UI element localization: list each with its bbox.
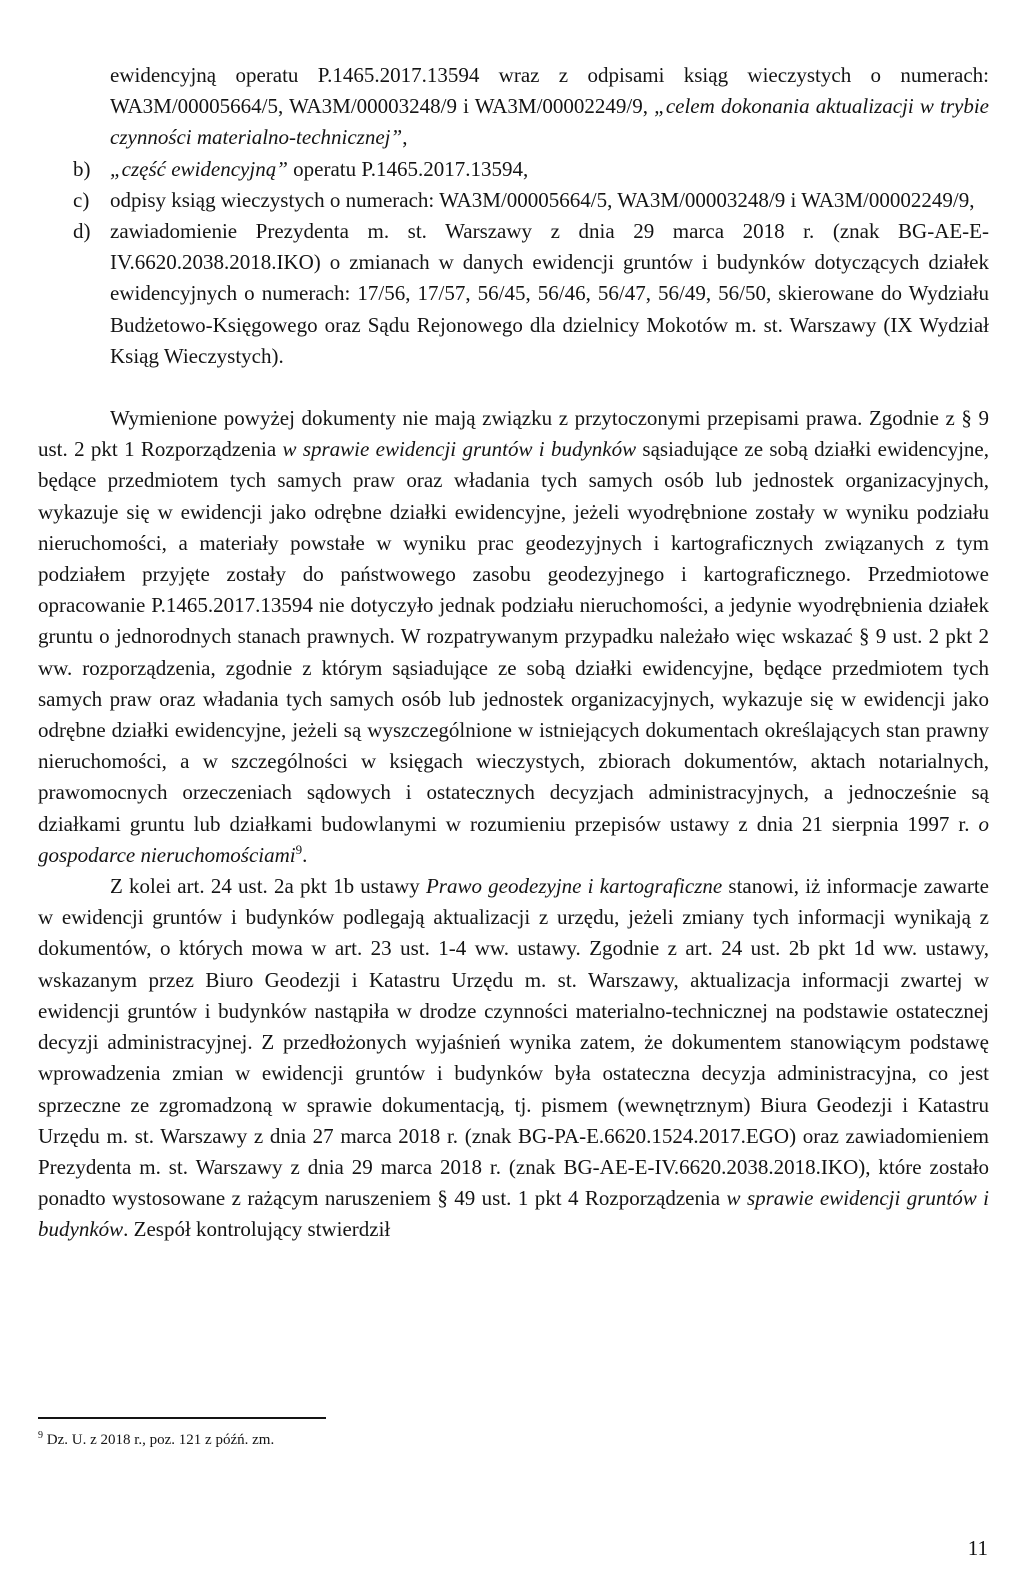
text-segment: stanowi, iż informacje zawarte w ewidencji gruntów i budynków podlegają aktualizacji z urzędu, jeżeli zmiany tych informacji wynikają z dokumentów, o których mowa w art. 23 ust. 1-4 ww. ustawy. Zgodnie z art. 24 ust. 2b pkt 1d ww. ustawy, wskazanym przez Biuro Geodezji i Katastru Urzędu m. st. Warszawy, aktualizacja informacji zwartej w ewidencji gruntów i budynków nastąpiła w drodze czynności materialno-technicznej na podstawie ostatecznej decyzji administracyjnej. Z przedłożonych wyjaśnień wynika zatem, że dokumentem stanowiącym podstawę wprowadzenia zmian w ewidencji gruntów i budynków była ostateczna decyzja administracyjna, co jest sprzeczne ze zgromadzoną w sprawie dokumentacją, tj. pismem (wewnętrznym) Biura Geodezji i Katastru Urzędu m. st. Warszawy z dnia 27 marca 2018 r. (znak BG-PA-E.6620.1524.2017.EGO) oraz zawiadomieniem Prezydenta m. st. Warszawy z dnia 29 marca 2018 r. (znak BG-AE-E-IV.6620.2038.2018.IKO), które zostało ponadto wystosowane z rażącym naruszeniem § 49 ust. 1 pkt 4 Rozporządzenia	[38, 874, 989, 1211]
text-segment: operatu P.1465.2017.13594,	[287, 156, 529, 181]
italic-quote: „część ewidencyjną”	[110, 156, 288, 181]
footnote	[38, 1430, 274, 1450]
text-segment: sąsiadujące ze sobą działki ewidencyjne, będące przedmiotem tych samych praw oraz władania tych samych osób lub jednostek organizacyjnych, wykazuje się w ewidencji jako odrębne działki ewidencyjne, jeżeli wyodrębnione zostały w wyniku podziału nieruchomości, a materiały powstałe w wyniku prac geodezyjnych i kartograficznych związanych z tym podziałem przyjęte zostały do państwowego zasobu geodezyjnego i kartograficznego. Przedmiotowe opracowanie P.1465.2017.13594 nie dotyczyło jednak podziału nieruchomości, a jedynie wyodrębnienia działek gruntu o jednorodnych stanach prawnych. W rozpatrywanym przypadku należało więc wskazać § 9 ust. 2 pkt 2 ww. rozporządzenia, zgodnie z którym sąsiadujące ze sobą działki ewidencyjne, będące przedmiotem tych samych praw oraz władania tych samych osób lub jednostek organizacyjnych, wykazuje się w ewidencji jako odrębne działki ewidencyjne, jeżeli są wyszczególnione w istniejących dokumentach określających stan prawny nieruchomości, a w szczególności w księgach wieczystych, zbiorach dokumentów, aktach notarialnych, prawomocnych orzeczeniach sądowych i ostatecznych decyzjach administracyjnych, a jednocześnie są działkami gruntu lub działkami budowlanymi w rozumieniu przepisów ustawy z dnia 21 sierpnia 1997 r.	[38, 437, 990, 836]
text-segment: .	[302, 842, 308, 867]
list-label: c)	[73, 187, 90, 212]
footnote-reference[interactable]: 9	[295, 841, 303, 857]
text-segment: Z kolei art. 24 ust. 2a pkt 1b ustawy	[110, 874, 426, 899]
paragraph-1	[38, 403, 989, 871]
page-number: 11	[967, 1536, 988, 1560]
text-segment: Zgodnie z § 9 ust. 2 pkt 1 Rozporządzenia	[38, 406, 989, 462]
paragraph-lead: Wymienione powyżej dokumenty nie mają związku z przytoczonymi przepisami prawa.	[110, 406, 863, 431]
list-item-b	[38, 154, 989, 185]
footnote-number: 9	[38, 1430, 43, 1441]
list-item-d	[38, 216, 989, 372]
footnote-text: Dz. U. z 2018 r., poz. 121 z późń. zm.	[43, 1432, 275, 1448]
italic-title: o gospodarce nieruchomościami	[38, 811, 989, 867]
italic-quote: „celem dokonania aktualizacji w trybie czynności materialno-technicznej”	[110, 94, 989, 150]
italic-title: Prawo geodezyjne i kartograficzne	[425, 874, 723, 899]
text-segment: ,	[402, 125, 408, 150]
list-item-text	[110, 154, 989, 185]
list-item-c	[38, 185, 989, 216]
list-label: d)	[73, 219, 91, 244]
footnote-divider	[38, 1417, 326, 1419]
italic-title: w sprawie ewidencji gruntów i budynków	[282, 437, 637, 462]
document-body	[38, 60, 989, 1246]
list-item-text: odpisy ksiąg wieczystych o numerach: WA3M/00005664/5, WA3M/00003248/9 i WA3M/00002249/9,	[110, 187, 975, 212]
list-item-text: zawiadomienie Prezydenta m. st. Warszawy z dnia 29 marca 2018 r. (znak BG-AE-E-IV.6620.2038.2018.IKO) o zmianach w danych ewidencji gruntów i budynków dotyczących działek ewidencyjnych o numerach: 17/56, 17/57, 56/45, 56/46, 56/47, 56/49, 56/50, skierowane do Wydziału Budżetowo-Księgowego oraz Sądu Rejonowego dla dzielnicy Mokotów m. st. Warszawy (IX Wydział Ksiąg Wieczystych).	[110, 219, 989, 368]
list-item-a-continuation	[38, 60, 989, 154]
list-label: b)	[73, 156, 91, 181]
text-segment: . Zespół kontrolujący stwierdził	[123, 1217, 391, 1242]
paragraph-gap	[38, 372, 989, 403]
italic-title: w sprawie ewidencji gruntów i budynków	[38, 1186, 989, 1242]
paragraph-2	[38, 871, 989, 1245]
text-segment: ewidencyjną operatu P.1465.2017.13594 wraz z odpisami ksiąg wieczystych o numerach: WA3M/00005664/5, WA3M/00003248/9 i WA3M/00002249/9,	[110, 63, 989, 119]
